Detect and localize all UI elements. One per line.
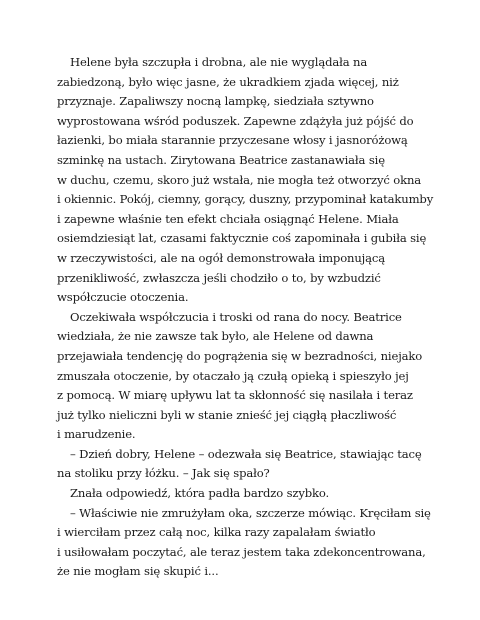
text-line: na stoliku przy łóżku. – Jak się spało?	[57, 466, 270, 481]
text-line: i zapewne właśnie ten efekt chciała osiągnąć Helene. Miała	[57, 211, 399, 226]
text-line: z pomocą. W miarę upływu lat ta skłonność się nasilała i teraz	[57, 388, 413, 403]
text-line: łazienki, bo miała starannie przyczesane włosy i jasnoróżową	[57, 133, 408, 148]
text-line: Oczekiwała współczucia i troski od rana do nocy. Beatrice	[70, 309, 402, 324]
text-line: przenikliwość, zwłaszcza jeśli chodziło o to, by wzbudzić	[57, 270, 381, 285]
text-line: już tylko nieliczni byli w stanie znieść jej ciągłą płaczliwość	[57, 407, 397, 422]
text-line: i marudzenie.	[57, 427, 136, 442]
text-line: i okiennic. Pokój, ciemny, gorący, duszny, przypominał katakumby	[57, 192, 434, 207]
text-line: wyprostowana wśród poduszek. Zapewne zdążyła już pójść do	[57, 113, 414, 128]
text-line: Znała odpowiedź, która padła bardzo szybko.	[70, 486, 330, 501]
text-line: osiemdziesiąt lat, czasami faktycznie coś zapominała i gubiła się	[57, 231, 427, 246]
text-line: szminkę na ustach. Zirytowana Beatrice zastanawiała się	[57, 152, 385, 167]
text-line: Helene była szczupła i drobna, ale nie wyglądała na	[70, 55, 368, 69]
text-line: współczucie otoczenia.	[57, 290, 189, 305]
text-line: przejawiała tendencję do pogrążenia się w bezradności, niejako	[57, 348, 423, 363]
text-line: – Właściwie nie zmrużyłam oka, szczerze mówiąc. Kręciłam się	[70, 505, 431, 520]
text-line: zabiedzoną, było więc jasne, że ukradkiem zjada więcej, niż	[57, 74, 399, 89]
text-line: wiedziała, że nie zawsze tak było, ale Helene od dawna	[57, 329, 374, 344]
body-text	[57, 53, 437, 582]
text-line: przyznaje. Zapaliwszy nocną lampkę, siedziała sztywno	[57, 94, 374, 109]
text-line: że nie mogłam się skupić i...	[57, 564, 219, 579]
text-line: w duchu, czemu, skoro już wstała, nie mogła też otworzyć okna	[57, 172, 422, 187]
text-line: – Dzień dobry, Helene – odezwała się Beatrice, stawiając tacę	[70, 446, 422, 461]
text-line: w rzeczywistości, ale na ogół demonstrowała imponującą	[57, 250, 385, 265]
text-line: zmuszała otoczenie, by otaczało ją czułą opieką i spieszyło jej	[57, 368, 409, 383]
text-line: i usiłowałam poczytać, ale teraz jestem taka zdekoncentrowana,	[57, 544, 426, 559]
text-line: i wierciłam przez całą noc, kilka razy zapalałam światło	[57, 525, 376, 540]
